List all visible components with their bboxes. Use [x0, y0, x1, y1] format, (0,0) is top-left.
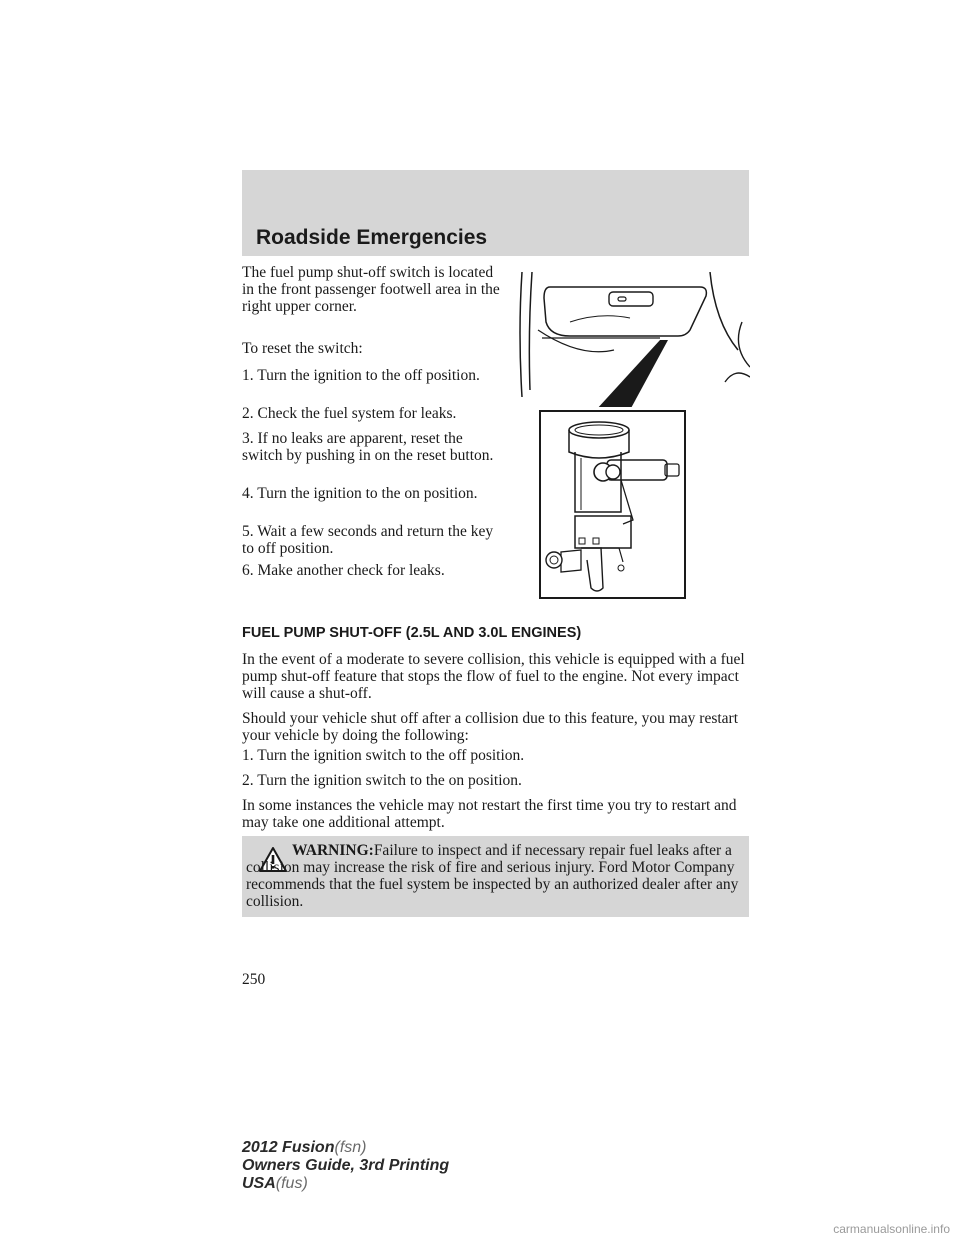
- intro-step-3: 3. If no leaks are apparent, reset the switch by pushing in on the reset button.: [242, 430, 494, 464]
- watermark: carmanualsonline.info: [833, 1222, 950, 1236]
- intro-step-5: 5. Wait a few seconds and return the key to off position.: [242, 523, 494, 557]
- section-step-1: 1. Turn the ignition switch to the off position.: [242, 747, 525, 764]
- warning-text: [246, 842, 742, 910]
- intro-paragraph: The fuel pump shut-off switch is located in the front passenger footwell area in the right upper corner.: [242, 264, 500, 315]
- intro-step-1: 1. Turn the ignition to the off position.: [242, 367, 480, 384]
- section-title: Roadside Emergencies: [256, 226, 488, 249]
- warning-body: Failure to inspect and if necessary repair fuel leaks after a collision may increase the risk of fire and serious injury. Ford Motor Company recommends that the fuel system be inspected by an authorized dealer after any collision.: [246, 842, 739, 910]
- footer-market-code: (fus): [275, 1175, 308, 1192]
- section-paragraph-2: Should your vehicle shut off after a collision due to this feature, you may restart your vehicle by doing the following:: [242, 710, 739, 744]
- footer-model: 2012 Fusion: [242, 1139, 335, 1156]
- page-number: 250: [242, 971, 266, 988]
- section-paragraph-3: In some instances the vehicle may not restart the first time you try to restart and may take one additional attempt.: [242, 797, 737, 831]
- document-footer: [242, 1139, 449, 1193]
- footer-model-code: (fsn): [334, 1139, 367, 1156]
- footwell-illustration: [510, 272, 750, 407]
- section-paragraph-1: In the event of a moderate to severe collision, this vehicle is equipped with a fuel pump shut-off feature that stops the flow of fuel to the engine. Not every impact will cause a shut-off.: [242, 651, 745, 702]
- footer-guide: Owners Guide, 3rd Printing: [242, 1157, 450, 1174]
- fuel-pump-shutoff-heading: FUEL PUMP SHUT-OFF (2.5L AND 3.0L ENGINES): [242, 625, 582, 641]
- section-step-2: 2. Turn the ignition switch to the on position.: [242, 772, 522, 789]
- intro-step-4: 4. Turn the ignition to the on position.: [242, 485, 478, 502]
- warning-box: [242, 836, 749, 917]
- intro-step-2: 2. Check the fuel system for leaks.: [242, 405, 457, 422]
- footer-market: USA: [242, 1175, 276, 1192]
- section-header: [242, 170, 749, 256]
- intro-step-6: 6. Make another check for leaks.: [242, 562, 445, 579]
- fuel-pump-switch-illustration: [541, 412, 684, 597]
- intro-reset-lead: To reset the switch:: [242, 340, 363, 357]
- switch-detail-figure: [539, 410, 686, 599]
- warning-label: WARNING:: [292, 842, 374, 859]
